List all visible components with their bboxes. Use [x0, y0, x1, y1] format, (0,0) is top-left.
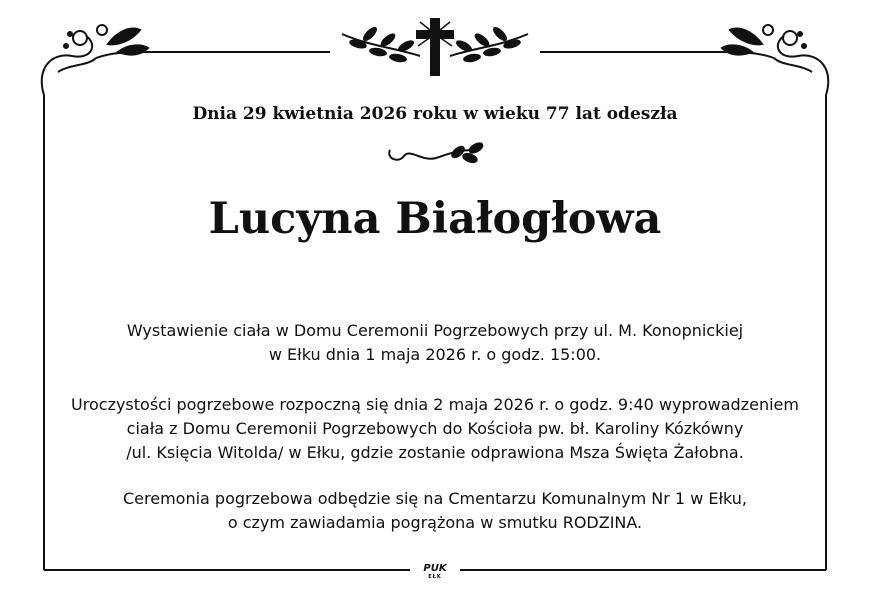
deceased-name: Lucyna Białogłowa — [208, 194, 662, 244]
paragraph-line: ciała z Domu Ceremonii Pogrzebowych do Kościoła pw. bł. Karoliny Kózkówny — [126, 419, 744, 438]
company-logo — [416, 564, 454, 580]
leaf-swirl-icon — [389, 141, 484, 163]
floral-flourish-icon — [42, 25, 152, 95]
cross-with-laurel-icon — [342, 18, 528, 76]
floral-flourish-icon — [718, 25, 828, 95]
logo-main-text: PUK — [423, 563, 447, 574]
paragraph-line: Wystawienie ciała w Domu Ceremonii Pogrzebowych przy ul. M. Konopnickiej — [126, 321, 744, 340]
paragraph-line: w Ełku dnia 1 maja 2026 r. o godz. 15:00. — [268, 345, 602, 364]
paragraph-line: o czym zawiadamia pogrążona w smutku RODZINA. — [227, 513, 643, 532]
viewing-paragraph — [40, 319, 830, 367]
paragraph-line: Ceremonia pogrzebowa odbędzie się na Cmentarzu Komunalnym Nr 1 w Ełku, — [122, 489, 748, 508]
burial-paragraph — [40, 487, 830, 535]
intro-line: Dnia 29 kwietnia 2026 roku w wieku 77 lat odeszła — [192, 104, 678, 124]
paragraph-line: Uroczystości pogrzebowe rozpoczną się dnia 2 maja 2026 r. o godz. 9:40 wyprowadzeniem — [71, 395, 799, 414]
ceremony-paragraph — [40, 393, 830, 465]
paragraph-line: /ul. Księcia Witolda/ w Ełku, gdzie zostanie odprawiona Msza Święta Żałobna. — [126, 443, 744, 462]
logo-sub-text: EŁK — [428, 574, 442, 580]
